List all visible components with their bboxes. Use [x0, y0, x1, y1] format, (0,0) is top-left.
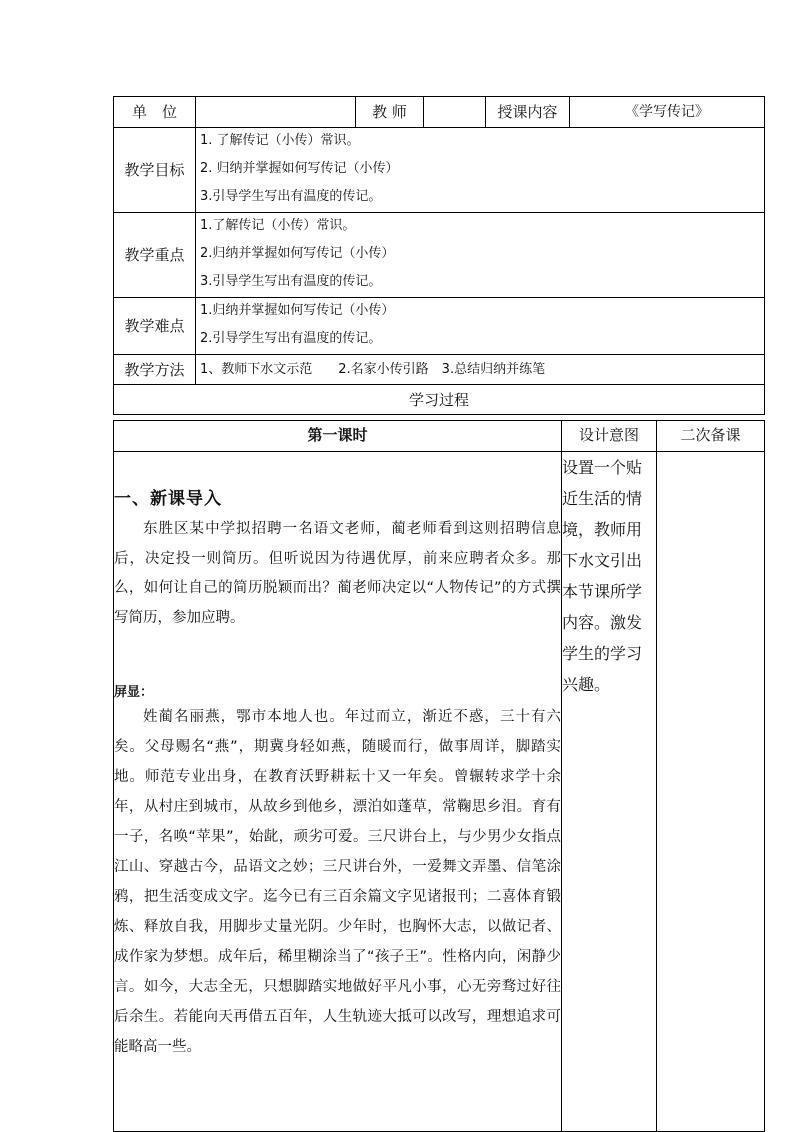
revision-column-header: 二次备课 — [657, 421, 765, 452]
goals-list — [196, 128, 765, 213]
key-points-label: 教学重点 — [114, 213, 196, 298]
bio-paragraph: 姓蔺名丽燕，鄂市本地人也。年过而立，渐近不惑，三十有六矣。父母赐名“燕”，期冀身轻如燕，随暖而行，做事周详，脚踏实地。师范专业出身，在教育沃野耕耘十又一年矣。曾辗转求学十余年，从村庄到城市，从故乡到他乡，漂泊如蓬草，常鞠思乡泪。育有一子，名唤“苹果”，始龀，顽劣可爱。三尺讲台上，与少男少女指点江山、穿越古今，品语文之妙；三尺讲台外，一爱舞文弄墨、信笔涂鸦，把生活变成文字。迄今已有三百余篇文字见诸报刊；二喜体育锻炼、释放自我，用脚步丈量光阴。少年时，也胸怀大志，以做记者、成作家为梦想。成年后，稀里糊涂当了“孩子王”。性格内向，闲静少言。如今，大志全无，只想脚踏实地做好平凡小事，心无旁骛过好往后余生。若能向天再借五百年，人生轨迹大抵可以改写，理想追求可能略高一些。 — [114, 709, 561, 1055]
methods-label: 教学方法 — [114, 355, 196, 385]
teacher-label: 教 师 — [356, 97, 424, 128]
teacher-value — [424, 97, 486, 128]
design-intent-cell: 设置一个贴近生活的情境，教师用下水文引出本节课所学内容。激发学生的学习兴趣。 — [562, 452, 657, 1132]
intro-paragraph: 东胜区某中学拟招聘一名语文老师，蔺老师看到这则招聘信息后，决定投一则简历。但听说因为待遇优厚，前来应聘者众多。那么，如何让自己的简历脱颖而出？蔺老师决定以“人物传记”的方式撰写简历，参加应聘。 — [114, 521, 561, 626]
goal-item: 3.引导学生写出有温度的传记。 — [200, 189, 382, 204]
design-column-header: 设计意图 — [562, 421, 657, 452]
methods-value: 1、教师下水文示范 2.名家小传引路 3.总结归纳并练笔 — [196, 355, 765, 385]
revision-cell — [657, 452, 765, 1132]
section-title: 一、新课导入 — [114, 489, 222, 509]
key-point-item: 2.归纳并掌握如何写传记（小传） — [200, 246, 395, 261]
content-value: 《学写传记》 — [570, 97, 765, 128]
goal-item: 2. 归纳并掌握如何写传记（小传） — [200, 161, 399, 176]
difficulty-item: 1.归纳并掌握如何写传记（小传） — [200, 303, 395, 318]
unit-label: 单 位 — [114, 97, 196, 128]
difficulty-label: 教学难点 — [114, 298, 196, 355]
unit-value — [196, 97, 356, 128]
lesson-content-cell — [114, 452, 562, 1132]
key-points-list — [196, 213, 765, 298]
goals-label: 教学目标 — [114, 128, 196, 213]
process-label: 学习过程 — [114, 385, 765, 415]
lesson-info-table — [113, 96, 765, 415]
key-point-item: 3.引导学生写出有温度的传记。 — [200, 274, 382, 289]
content-label: 授课内容 — [486, 97, 570, 128]
difficulty-list — [196, 298, 765, 355]
goal-item: 1. 了解传记（小传）常识。 — [200, 133, 360, 148]
lesson-plan-table — [113, 420, 765, 1132]
screen-label: 屏显： — [114, 685, 154, 700]
key-point-item: 1.了解传记（小传）常识。 — [200, 218, 356, 233]
difficulty-item: 2.引导学生写出有温度的传记。 — [200, 331, 382, 346]
lesson-column-header: 第一课时 — [114, 421, 562, 452]
